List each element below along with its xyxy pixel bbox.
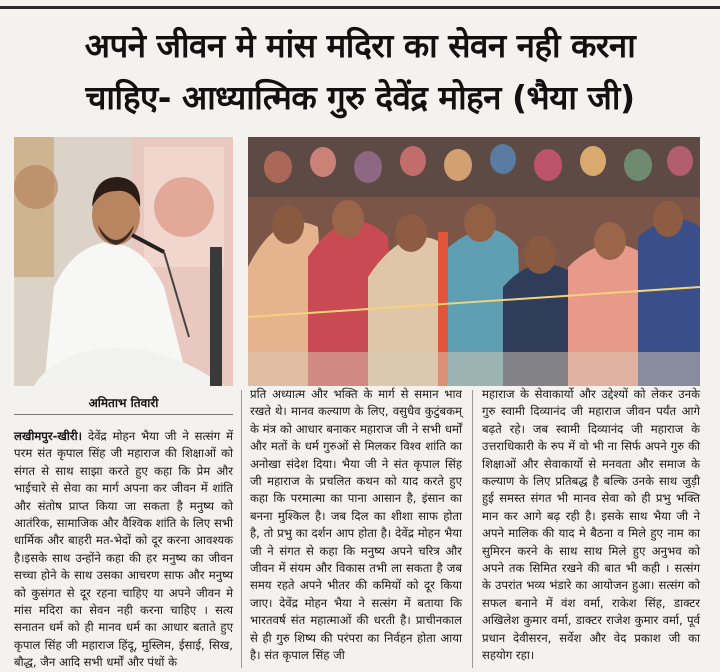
crowd-photo-art: [248, 137, 700, 386]
column-divider-2: [472, 390, 473, 668]
article-column-3: [482, 386, 700, 665]
column-2-text: प्रति अध्यात्म और भक्ति के मार्ग से समान भाव रखते थे। मानव कल्याण के लिए, वसुधैव कुटुंबकम् के मंत्र को आधार बनाकर महाराज जी ने सभी धर्मों और मतों के धर्म गुरुओं से मिलकर विश्व शांति का अनोखा संदेश दिया। भैया जी ने संत कृपाल सिंह जी महाराज के प्रचलित कथन को याद करते हुए कहा कि परमात्मा का पाना आसान है, इंसान का बनना मुश्किल है। जब दिल का शीशा साफ होता है, तो प्रभु का दर्शन आप होता है। देवेंद्र मोहन भैया जी ने संगत से कहा कि मनुष्य अपने चरित्र और जीवन में संयम और विकास तभी ला सकता है जब समय रहते अपने भीतर की कमियों को दूर किया जाए। देवेंद्र मोहन भैया ने सत्संग में बताया कि भारतवर्ष संत महात्माओं की धरती है। प्राचीनकाल से ही गुरु शिष्य की परंपरा का निर्वहन होता आया है। संत कृपाल सिंह जी: [250, 387, 462, 663]
byline-rule: [14, 414, 233, 415]
top-rule: [0, 6, 720, 9]
headline-line-1: अपने जीवन मे मांस मदिरा का सेवन नही करना: [84, 26, 636, 65]
headline: [8, 20, 712, 124]
article-column-1: [14, 428, 233, 672]
speaker-photo: [14, 137, 233, 386]
column-divider-1: [241, 390, 242, 668]
crowd-photo: [248, 137, 700, 386]
byline: अमिताभ तिवारी: [88, 396, 159, 410]
headline-line-2: चाहिए- आध्यात्मिक गुरु देवेंद्र मोहन (भैया जी): [85, 78, 635, 117]
article-column-2: [250, 386, 462, 665]
speaker-photo-art: [14, 137, 233, 386]
dateline: लखीमपुर-खीरी।: [14, 429, 83, 443]
column-3-text: महाराज के सेवाकार्यो और उद्देश्यों को लेकर उनके गुरु स्वामी दिव्यानंद जी महाराज जीवन पर्यंत आगे बढ़ते रहे। जब स्वामी दिव्यानंद जी महाराज के उत्तराधिकारी के रुप में वो भी ना सिर्फ अपने गुरु की शिक्षाओं और सेवाकार्यो से मनवता और समाज के कल्याण के लिए प्रतिबद्ध है बल्कि उनके साथ जुड़ी हुई समस्त संगत भी मानव सेवा को ही प्रभु भक्ति मान कर आगे बढ़ रही है। इसके साथ भैया जी ने अपने मालिक की याद मे बैठना व मिले हुए नाम का सुमिरन करने के साथ साथ मिले हुए अनुभव को अपने तक सिमित रखने की बात भी कही । सत्संग के उपरांत भव्य भंडारे का आयोजन हुआ। सत्संग को सफल बनाने में वंश वर्मा, राकेश सिंह, डाक्टर अखिलेश कुमार वर्मा, डाक्टर राजेश कुमार वर्मा, पूर्व प्रधान देवीसरन, सर्वेश और वेद प्रकाश जी का सहयोग रहा।: [482, 387, 700, 663]
column-1-text: देवेंद्र मोहन भैया जी ने सत्संग में परम संत कृपाल सिंह जी महाराज की शिक्षाओं को संगत से साथ साझा करते हुए कहा कि प्रेम और भाईचारे से सेवा का मार्ग अपना कर जीवन में शांति और संतोष प्राप्त किया जा सकता है मनुष्य को आतंरिक, सामाजिक और वैश्विक शांति के लिए सभी धार्मिक और बाहरी मत-भेदों को दूर करना आवश्यक है।इसके साथ उन्होंने कहा की हर मनुष्य का जीवन सच्चा होने के साथ उसका आचरण साफ और मनुष्य को कुसंगत से दूर रहना चाहिए या अपने जीवन मे मांस मदिरा का सेवन नही करना चाहिए । सत्य सनातन धर्म को ही मानव धर्म का आधार बताते हुए कृपाल सिंह जी महाराज हिंदू, मुस्लिम, ईसाई, सिख, बौद्ध, जैन आदि सभी धर्मों और पंथों के: [14, 429, 233, 670]
